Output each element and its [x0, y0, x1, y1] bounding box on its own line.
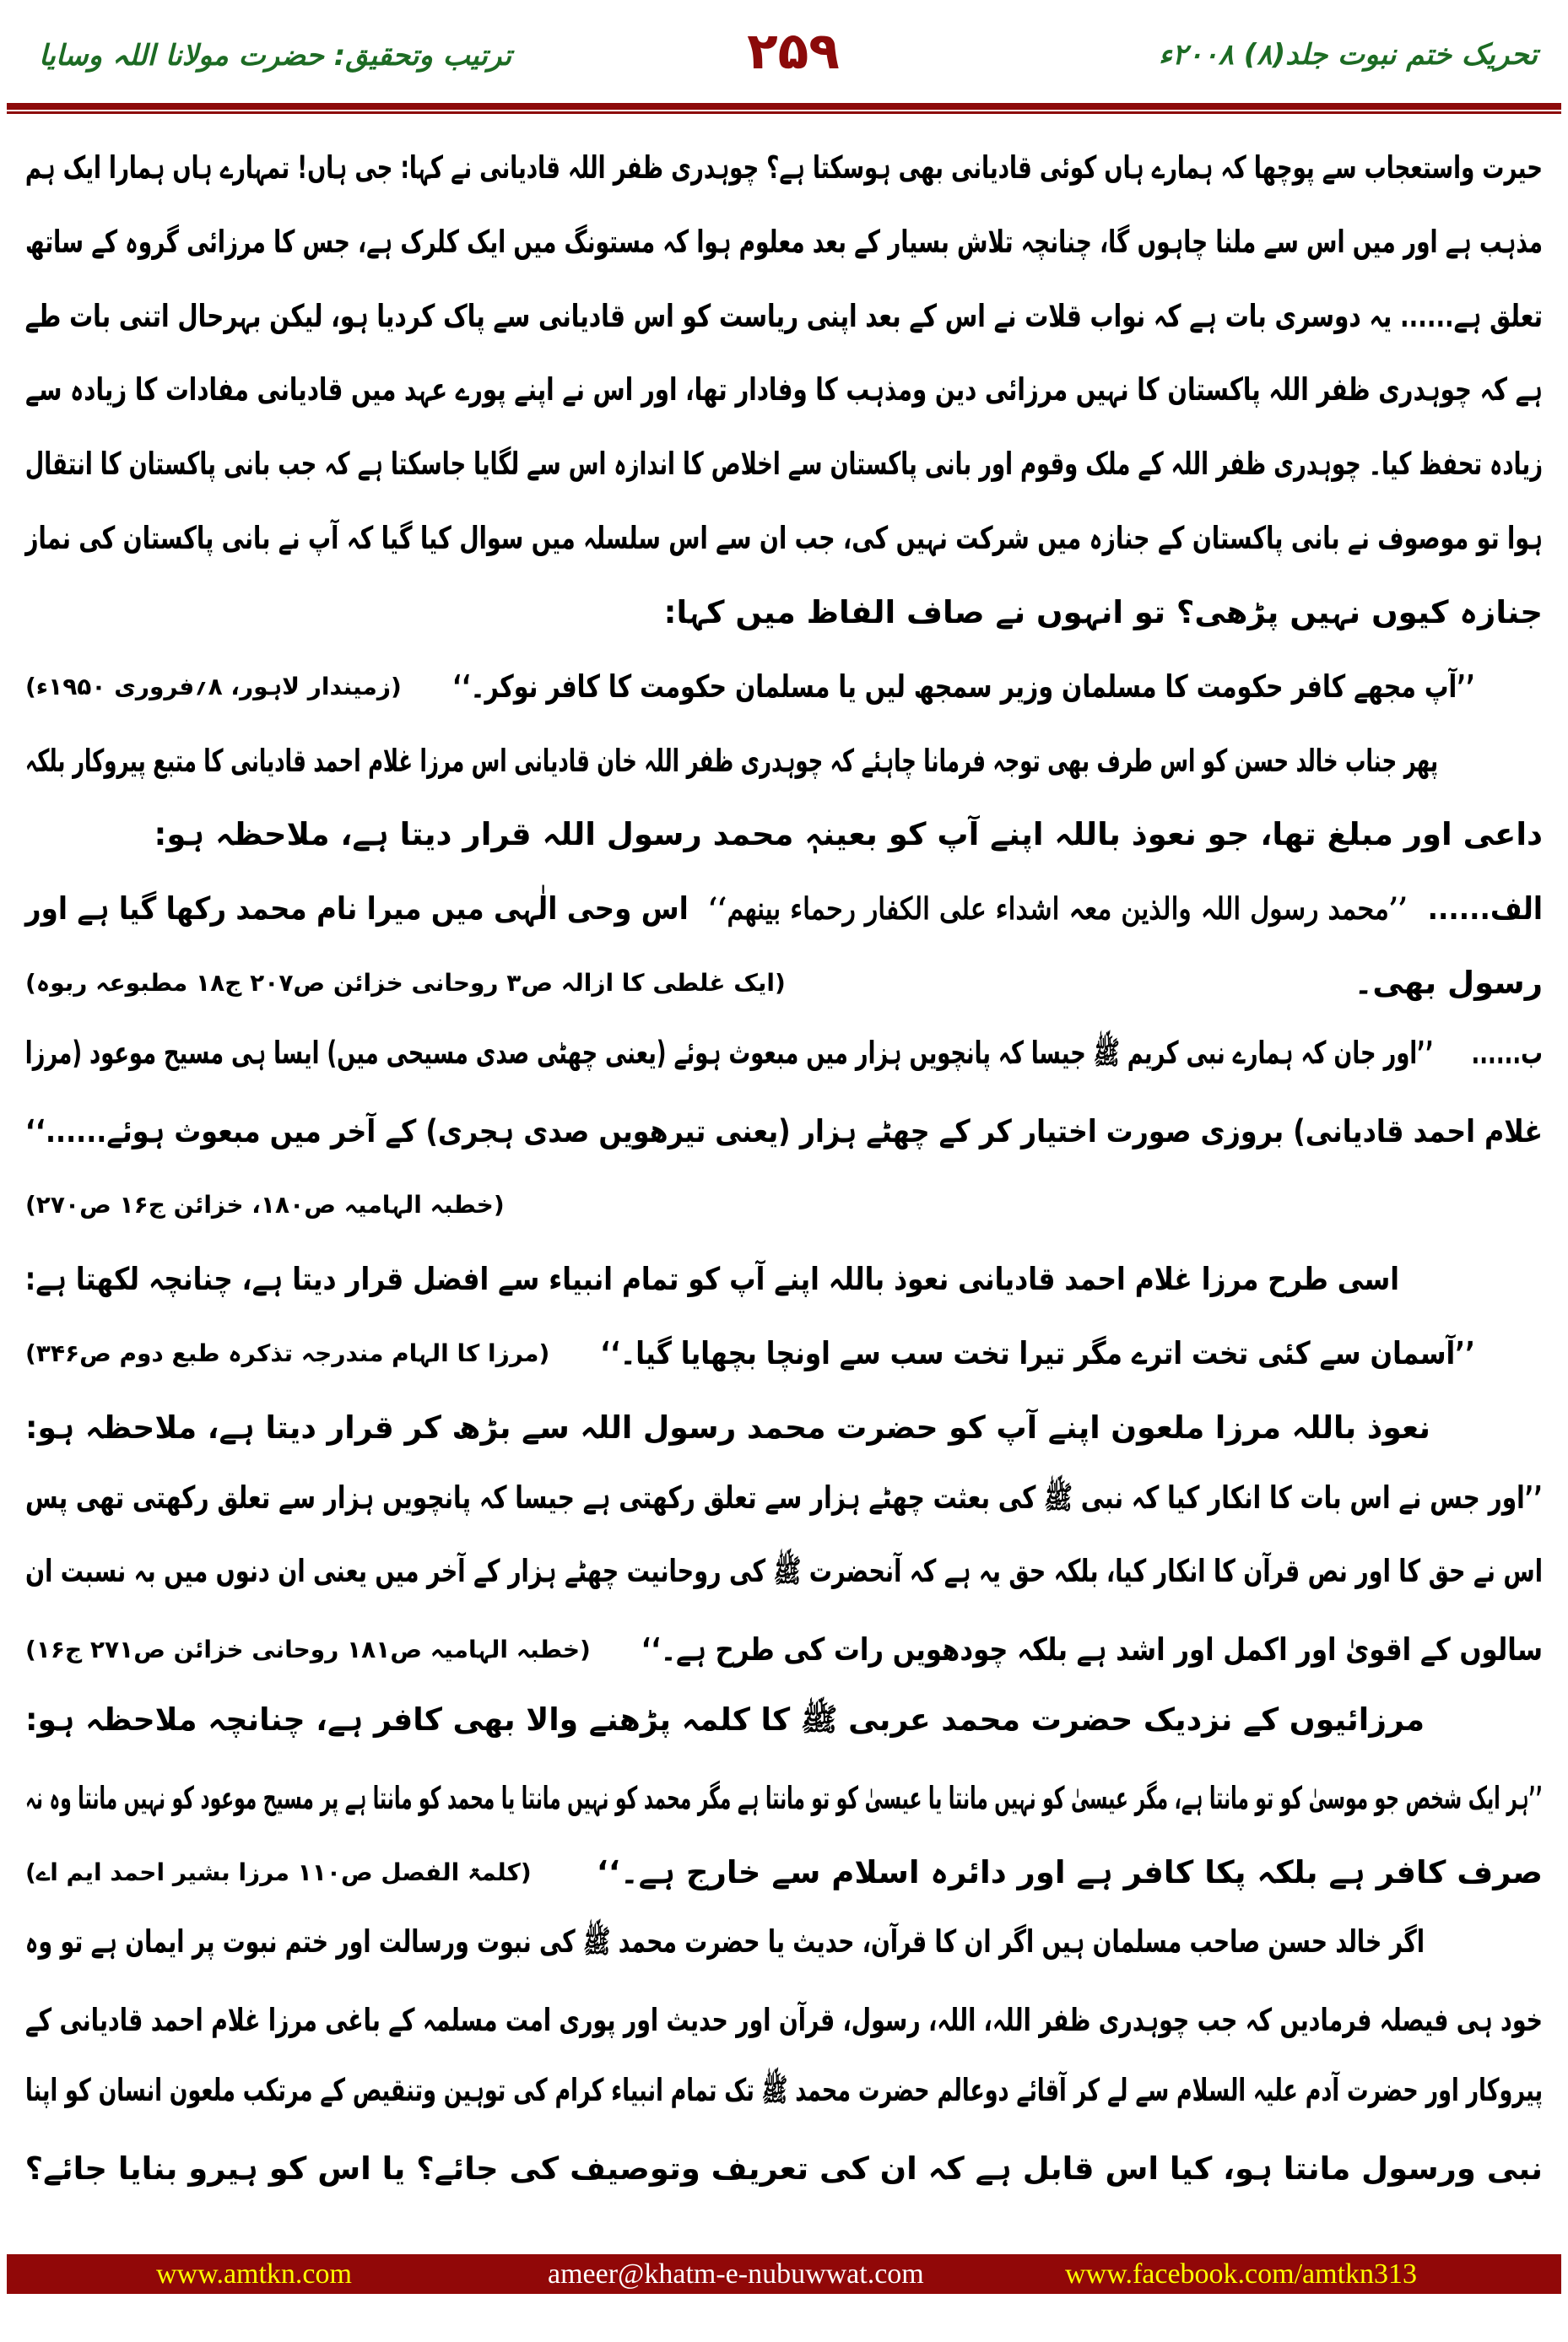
facebook-link[interactable]: www.facebook.com/amtkn313 [1065, 2258, 1418, 2290]
line-text: پھر جناب خالد حسن کو اس طرف بھی توجہ فرمانا چاہئے کہ چوہدری ظفر اللہ خان قادیانی اس مرزا غلام احمد قادیانی کا متبع پیروکار بلکہ [24, 742, 1438, 779]
line-text: اسی طرح مرزا غلام احمد قادیانی نعوذ باللہ اپنے آپ کو تمام انبیاء سے افضل قرار دیتا ہے، چنانچہ لکھتا ہے: [24, 1260, 1399, 1297]
text-line [25, 365, 1543, 413]
text-line [25, 143, 1543, 191]
text-line [25, 218, 1543, 265]
line-text: جنازہ کیوں نہیں پڑھی؟ تو انہوں نے صاف الفاظ میں کہا: [663, 593, 1543, 630]
citation: (ایک غلطی کا ازالہ ص۳ روحانی خزائن ص۲۰۷ ج۱۸ مطبوعہ ربوہ) [25, 968, 786, 997]
text-line [25, 2070, 1543, 2118]
text-line [25, 292, 1543, 339]
line-text: اس وحی الٰہی میں میرا نام محمد رکھا گیا ہے اور [24, 890, 689, 927]
line-text: تعلق ہے...... یہ دوسری بات ہے کہ نواب قلات نے اس کے بعد اپنی ریاست کو اس قادیانی سے پاک کردیا ہو، لیکن بہرحال اتنی بات طے [24, 297, 1543, 334]
text-line [25, 440, 1543, 487]
line-text [25, 1034, 1543, 1079]
line-text: مرزائیوں کے نزدیک حضرت محمد عربی ﷺ کا کلمہ پڑھنے والا بھی کافر ہے، چنانچہ ملاحظہ ہو: [25, 1701, 1425, 1738]
quote-text: ’’آپ مجھے کافر حکومت کا مسلمان وزیر سمجھ لیں یا مسلمان حکومت کا کافر نوکر۔‘‘ [451, 668, 1475, 705]
line-text: داعی اور مبلغ تھا، جو نعوذ باللہ اپنے آپ کو بعینہٖ محمد رسول اللہ قرار دیتا ہے، ملاحظہ ہو: [154, 815, 1543, 852]
quote-line [25, 1033, 1543, 1080]
line-text: زیادہ تحفظ کیا۔ چوہدری ظفر اللہ کے ملک وقوم اور بانی پاکستان سے اخلاص کا اندازہ اس سے لگایا جاسکتا ہے کہ جب بانی پاکستان کا انتقال [24, 445, 1543, 482]
quote-line [25, 663, 1543, 710]
quote-line [25, 1478, 1543, 1525]
header-rule-thin [7, 111, 1561, 114]
text-line [25, 810, 1543, 857]
line-text: ہوا تو موصوف نے بانی پاکستان کے جنازہ میں شرکت نہیں کی، جب ان سے اس سلسلہ میں سوال کیا گیا کہ آپ نے بانی پاکستان کی نماز [25, 519, 1543, 556]
text-line [25, 1255, 1543, 1302]
quote-text: اس نے حق کا اور نص قرآن کا انکار کیا، بلکہ حق یہ ہے کہ آنحضرت ﷺ کی روحانیت چھٹے ہزار کے آخر میں یعنی ان دنوں میں بہ نسبت ان [25, 1553, 1543, 1589]
line-text: نبی ورسول مانتا ہو، کیا اس قابل ہے کہ ان کی تعریف وتوصیف کی جائے؟ یا اس کو ہیرو بنایا جائے؟ [24, 2150, 1544, 2187]
line-text: ہے کہ چوہدری ظفر اللہ پاکستان کا نہیں مرزائی دین ومذہب کا وفادار تھا، اور اس نے اپنے پورے عہد میں قادیانی مفادات کا زیادہ سے [25, 371, 1543, 408]
citation: (مرزا کا الہام مندرجہ تذکرہ طبع دوم ص۳۴۶) [25, 1339, 550, 1367]
text-line [25, 514, 1543, 561]
compiler-credit: ترتیب وتحقیق: حضرت مولانا اللہ وسایا [39, 38, 512, 73]
line-text: غلام احمد قادیانی) بروزی صورت اختیار کر کے چھٹے ہزار (یعنی تیرھویں صدی ہجری) کے آخر میں مبعوث ہوئے......‘‘ [24, 1112, 1544, 1149]
website-link[interactable]: www.amtkn.com [156, 2258, 352, 2290]
line-text: اگر خالد حسن صاحب مسلمان ہیں اگر ان کا قرآن، حدیث یا حضرت محمد ﷺ کی نبوت ورسالت اور ختم نبوت پر ایمان ہے تو وہ [24, 1923, 1425, 1960]
text-line [25, 1996, 1543, 2043]
text-line [25, 1922, 1543, 1969]
quote-line [25, 1329, 1543, 1377]
line-text: رسول بھی۔ [1354, 964, 1543, 1001]
citation: (زمیندار لاہور، ۸؍فروری ۱۹۵۰ء) [25, 672, 402, 700]
text-line [25, 2145, 1543, 2192]
item-marker: ب...... [1471, 1035, 1543, 1071]
quote-text: ’’آسمان سے کئی تخت اترے مگر تیرا تخت سب سے اونچا بچھایا گیا۔‘‘ [600, 1334, 1475, 1371]
line-text: مذہب ہے اور میں اس سے ملنا چاہوں گا، چنانچہ تلاش بسیار کے بعد معلوم ہوا کہ مستونگ میں ایک کلرک ہے، جس کا مرزائی گروہ کے ساتھ [24, 223, 1544, 260]
line-text [25, 890, 1543, 927]
line-text: ’’اور جان کہ ہمارے نبی کریم ﷺ جیسا کہ پانچویں ہزار میں مبعوث ہوئے (یعنی چھٹی صدی مسیحی میں) ایسا ہی مسیح موعود (مرزا [24, 1035, 1434, 1071]
quote-text: ’’ہر ایک شخص جو موسیٰ کو تو مانتا ہے، مگر عیسیٰ کو نہیں مانتا یا عیسیٰ کو تو مانتا ہے مگر محمد کو نہیں مانتا یا محمد کو مانتا ہے پر مسیح موعود کو نہیں مانتا وہ نہ [25, 1779, 1543, 1816]
citation: (کلمۃ الفصل ص۱۱۰ مرزا بشیر احمد ایم اے) [25, 1858, 532, 1886]
page-number: ۲۵۹ [747, 22, 840, 81]
text-line [25, 737, 1543, 784]
arabic-verse: ’’محمد رسول اللہ والذین معہ اشداء علی الکفار رحماء بینھم‘‘ [708, 890, 1408, 927]
quote-line [25, 1774, 1543, 1821]
text-line [25, 1700, 1543, 1747]
quote-text: سالوں کے اقویٰ اور اکمل اور اشد ہے بلکہ چودھویں رات کی طرح ہے۔‘‘ [641, 1631, 1543, 1668]
line-text: پیروکار اور حضرت آدم علیہ السلام سے لے کر آقائے دوعالم حضرت محمد ﷺ تک تمام انبیاء کرام کی توہین وتنقیص کے مرتکب ملعون انسان کو اپنا [25, 2072, 1543, 2108]
header-rule-thick [7, 103, 1561, 110]
book-title: تحریک ختم نبوت جلد(۸) ۲۰۰۸ء [1158, 38, 1538, 72]
quote-line [25, 1625, 1543, 1673]
line-text: خود ہی فیصلہ فرمادیں کہ جب چوہدری ظفر اللہ، اللہ، رسول، قرآن اور حدیث اور پوری امت مسلمہ کے باغی مرزا غلام احمد قادیانی کے [24, 2001, 1543, 2038]
email-link[interactable]: ameer@khatm-e-nubuwwat.com [548, 2258, 924, 2290]
quote-line [25, 1848, 1543, 1896]
text-line [25, 1107, 1543, 1155]
quote-text: ’’اور جس نے اس بات کا انکار کیا کہ نبی ﷺ کی بعثت چھٹے ہزار سے تعلق رکھتی ہے جیسا کہ پانچویں ہزار سے تعلق رکھتی تھی پس [25, 1479, 1543, 1516]
text-line [25, 1404, 1543, 1451]
line-text: حیرت واستعجاب سے پوچھا کہ ہمارے ہاں کوئی قادیانی بھی ہوسکتا ہے؟ چوہدری ظفر اللہ قادیانی نے کہا: جی ہاں! تمہارے ہاں ہمارا ایک ہم [24, 149, 1543, 186]
text-line [25, 588, 1543, 636]
text-line [25, 959, 1543, 1006]
quote-text: صرف کافر ہے بلکہ پکا کافر ہے اور دائرہ اسلام سے خارج ہے۔‘‘ [596, 1853, 1543, 1890]
item-marker: الف...... [1427, 890, 1543, 927]
quote-line [25, 884, 1543, 932]
line-text: نعوذ باللہ مرزا ملعون اپنے آپ کو حضرت محمد رسول اللہ سے بڑھ کر قرار دیتا ہے، ملاحظہ ہو: [24, 1409, 1430, 1446]
citation: (خطبہ الہامیہ ص۱۸۰، خزائن ج۱۶ ص۲۷۰) [25, 1190, 505, 1219]
quote-line [25, 1551, 1543, 1598]
citation-line [25, 1181, 1543, 1228]
citation: (خطبہ الہامیہ ص۱۸۱ روحانی خزائن ص۲۷۱ ج۱۶) [25, 1635, 591, 1663]
